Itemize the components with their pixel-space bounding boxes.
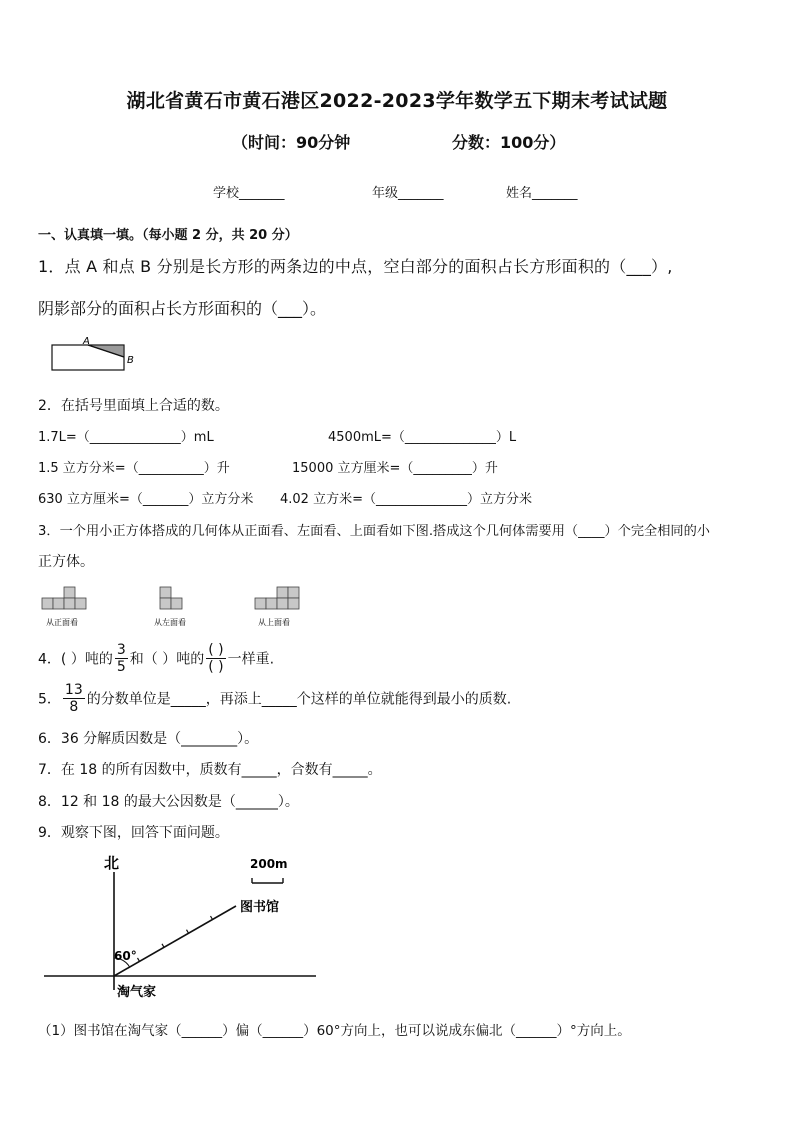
q4-fraction-three-fifths xyxy=(115,642,128,675)
q4-part3: 一样重. xyxy=(227,651,275,668)
q2-row3-b: 4.02 立方米=（______________）立方分米 xyxy=(280,492,532,507)
north-label: 北 xyxy=(104,854,120,872)
q2-row3-a: 630 立方厘米=（_______）立方分米 xyxy=(38,492,254,507)
q5-fraction-thirteen-eighths xyxy=(63,682,85,715)
name-field: 姓名_______ xyxy=(506,186,578,201)
exam-score: 分数：100分） xyxy=(452,133,566,152)
q7: 7．在 18 的所有因数中，质数有_____，合数有_____。 xyxy=(38,762,382,778)
q2-row2-a: 1.5 立方分米=（__________）升 xyxy=(38,461,230,476)
page-title: 湖北省黄石市黄石港区2022-2023学年数学五下期末考试试题 xyxy=(126,90,668,112)
q2-row1-a: 1.7L=（______________）mL xyxy=(38,430,214,445)
fraction-denominator: 5 xyxy=(116,659,126,675)
q4-fraction-blank xyxy=(206,642,225,675)
q4-part1: 4．( ）吨的 xyxy=(38,651,113,668)
q9-stem: 9．观察下图，回答下面问题。 xyxy=(38,825,229,841)
q5-part1: 5． xyxy=(38,691,61,708)
section-heading: 一、认真填一填。（每小题 2 分，共 20 分） xyxy=(38,228,298,243)
q9-direction-diagram xyxy=(40,848,320,1008)
left-view-caption: 从左面看 xyxy=(154,618,186,627)
point-a-label: A xyxy=(83,336,90,347)
q3-top-view-figure xyxy=(252,583,312,631)
q5-line xyxy=(38,682,511,715)
front-view-caption: 从正面看 xyxy=(46,618,78,627)
q9-sub1: （1）图书馆在淘气家（______）偏（______）60°方向上，也可以说成东偏北（______）°方向上。 xyxy=(38,1023,631,1039)
q5-part2: 的分数单位是_____，再添上_____个这样的单位就能得到最小的质数. xyxy=(86,691,512,708)
fraction-denominator: 8 xyxy=(69,699,79,715)
q3-line1: 3．一个用小正方体搭成的几何体从正面看、左面看、上面看如下图.搭成这个几何体需要用（____）个完全相同的小 xyxy=(38,524,710,539)
q1-line2: 阴影部分的面积占长方形面积的（___）。 xyxy=(38,299,327,318)
q6: 6．36 分解质因数是（________）。 xyxy=(38,731,259,747)
fraction-numerator: 3 xyxy=(116,642,126,658)
angle-label: 60° xyxy=(114,949,137,963)
fraction-numerator: 13 xyxy=(64,682,83,698)
q4-line xyxy=(38,642,274,675)
q2-row1-b: 4500mL=（______________）L xyxy=(328,430,517,445)
library-label: 图书馆 xyxy=(240,900,280,915)
q3-front-view-figure xyxy=(40,583,100,631)
point-b-label: B xyxy=(127,355,134,366)
q1-line1: 1．点 A 和点 B 分别是长方形的两条边的中点，空白部分的面积占长方形面积的（___）, xyxy=(38,257,673,276)
q2-row2-b: 15000 立方厘米=（_________）升 xyxy=(292,461,498,476)
exam-time: （时间：90分钟 xyxy=(232,133,351,152)
q3-left-view-figure xyxy=(150,583,200,631)
q2-stem: 2．在括号里面填上合适的数。 xyxy=(38,398,229,414)
fraction-numerator: ( ) xyxy=(208,642,224,658)
top-view-caption: 从上面看 xyxy=(258,618,290,627)
scale-label: 200m xyxy=(250,857,288,871)
q8: 8．12 和 18 的最大公因数是（______）。 xyxy=(38,794,299,810)
grade-field: 年级_______ xyxy=(372,186,444,201)
q1-rectangle-figure xyxy=(50,335,140,375)
home-label: 淘气家 xyxy=(117,985,157,1000)
q3-line2: 正方体。 xyxy=(38,554,94,570)
q4-part2: 和（ ）吨的 xyxy=(129,651,205,668)
school-field: 学校_______ xyxy=(213,186,285,201)
fraction-denominator: ( ) xyxy=(208,659,224,675)
